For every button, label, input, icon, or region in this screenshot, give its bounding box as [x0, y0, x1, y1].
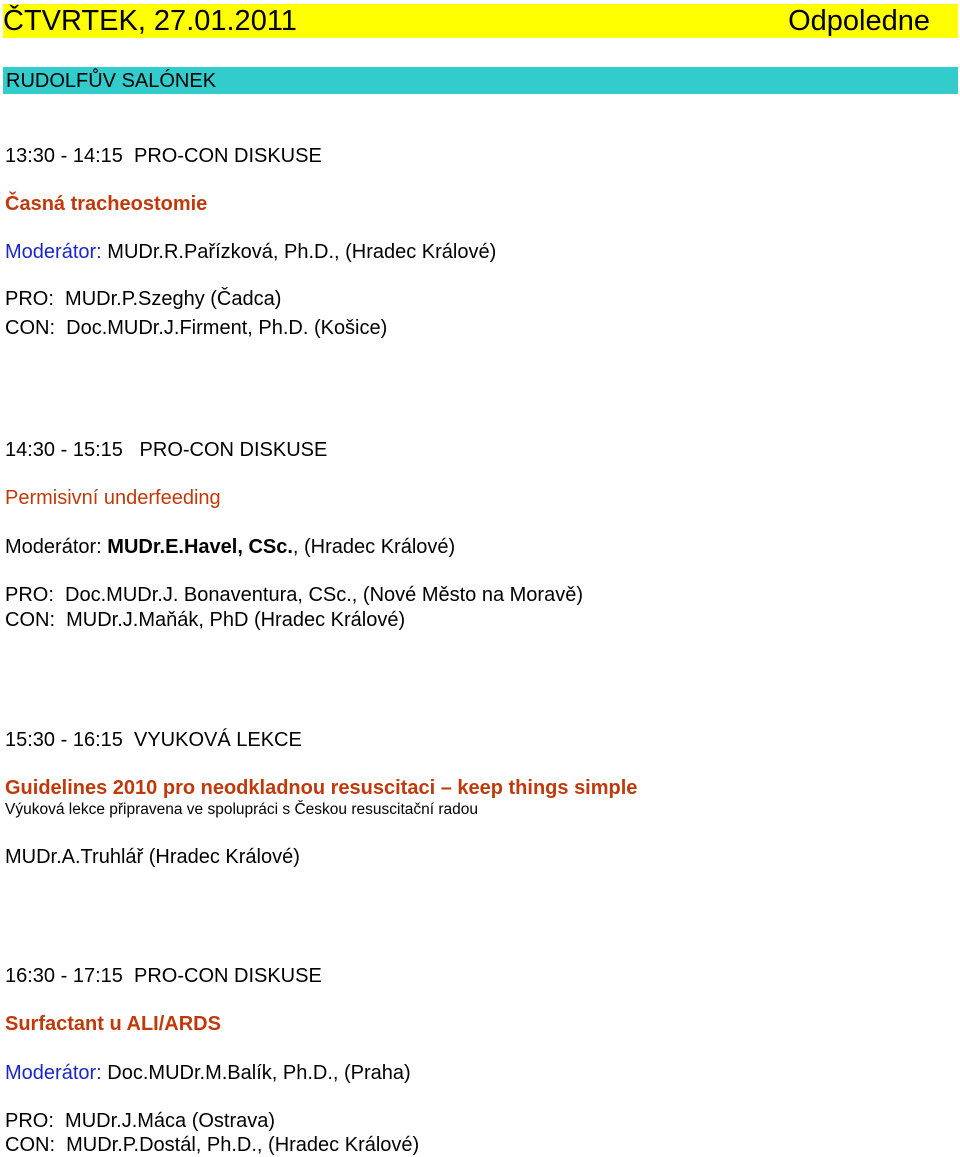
session-con [5, 316, 387, 340]
session-pro [5, 583, 583, 607]
con-speaker: MUDr.J.Maňák, PhD (Hradec Králové) [66, 609, 406, 631]
pro-speaker: MUDr.P.Szeghy (Čadca) [65, 288, 282, 310]
room-header-bar [3, 67, 958, 94]
session-time: 15:30 - 16:15 [5, 729, 123, 751]
pro-label: PRO: [5, 288, 54, 310]
session-note: Výuková lekce připravena ve spolupráci s Českou resuscitační radou [5, 801, 478, 818]
pro-speaker: MUDr.J.Máca (Ostrava) [65, 1110, 276, 1132]
session-type: PRO-CON DISKUSE [134, 965, 322, 987]
con-speaker: Doc.MUDr.J.Firment, Ph.D. (Košice) [66, 317, 388, 339]
moderator-label: Moderátor: [5, 536, 102, 558]
pro-label: PRO: [5, 584, 54, 606]
day-header-bar [3, 4, 958, 38]
con-label: CON: [5, 317, 55, 339]
session-time-type [5, 728, 302, 752]
pro-speaker: Doc.MUDr.J. Bonaventura, CSc., (Nové Město na Moravě) [65, 584, 583, 606]
pro-label: PRO: [5, 1110, 54, 1132]
session-time: 14:30 - 15:15 [5, 439, 123, 461]
con-speaker: MUDr.P.Dostál, Ph.D., (Hradec Králové) [66, 1134, 420, 1156]
session-moderator [5, 240, 496, 264]
session-time: 13:30 - 14:15 [5, 145, 123, 167]
day-date: ČTVRTEK, 27.01.2011 [3, 5, 297, 37]
session-type: PRO-CON DISKUSE [139, 439, 328, 461]
session-topic: Časná tracheostomie [5, 193, 208, 215]
session-moderator [5, 1061, 411, 1085]
moderator-place: , (Hradec Králové) [292, 536, 456, 558]
session-pro [5, 287, 281, 311]
moderator-name: Doc.MUDr.M.Balík, Ph.D. [107, 1062, 333, 1084]
session-con [5, 1133, 419, 1157]
room-name: RUDOLFŮV SALÓNEK [6, 70, 217, 92]
session-topic: Guidelines 2010 pro neodkladnou resuscitaci – keep things simple [5, 777, 638, 799]
moderator-label: Moderátor: [5, 1062, 102, 1084]
con-label: CON: [5, 609, 55, 631]
session-type: VYUKOVÁ LEKCE [134, 729, 302, 751]
part-of-day: Odpoledne [788, 5, 930, 37]
session-time-type [5, 438, 327, 462]
session-topic: Permisivní underfeeding [5, 487, 221, 509]
session-con [5, 608, 405, 632]
session-time: 16:30 - 17:15 [5, 965, 123, 987]
session-speaker: MUDr.A.Truhlář (Hradec Králové) [5, 846, 300, 868]
con-label: CON: [5, 1134, 55, 1156]
session-pro [5, 1109, 275, 1133]
moderator-name: MUDr.E.Havel, CSc. [107, 536, 293, 558]
session-time-type [5, 964, 322, 988]
session-time-type [5, 144, 322, 168]
session-topic: Surfactant u ALI/ARDS [5, 1013, 221, 1035]
moderator-place: , (Praha) [332, 1062, 411, 1084]
session-moderator [5, 535, 455, 559]
moderator-place: , (Hradec Králové) [334, 241, 497, 263]
session-type: PRO-CON DISKUSE [134, 145, 322, 167]
moderator-name: MUDr.R.Pařízková, Ph.D. [107, 241, 334, 263]
moderator-label: Moderátor: [5, 241, 102, 263]
